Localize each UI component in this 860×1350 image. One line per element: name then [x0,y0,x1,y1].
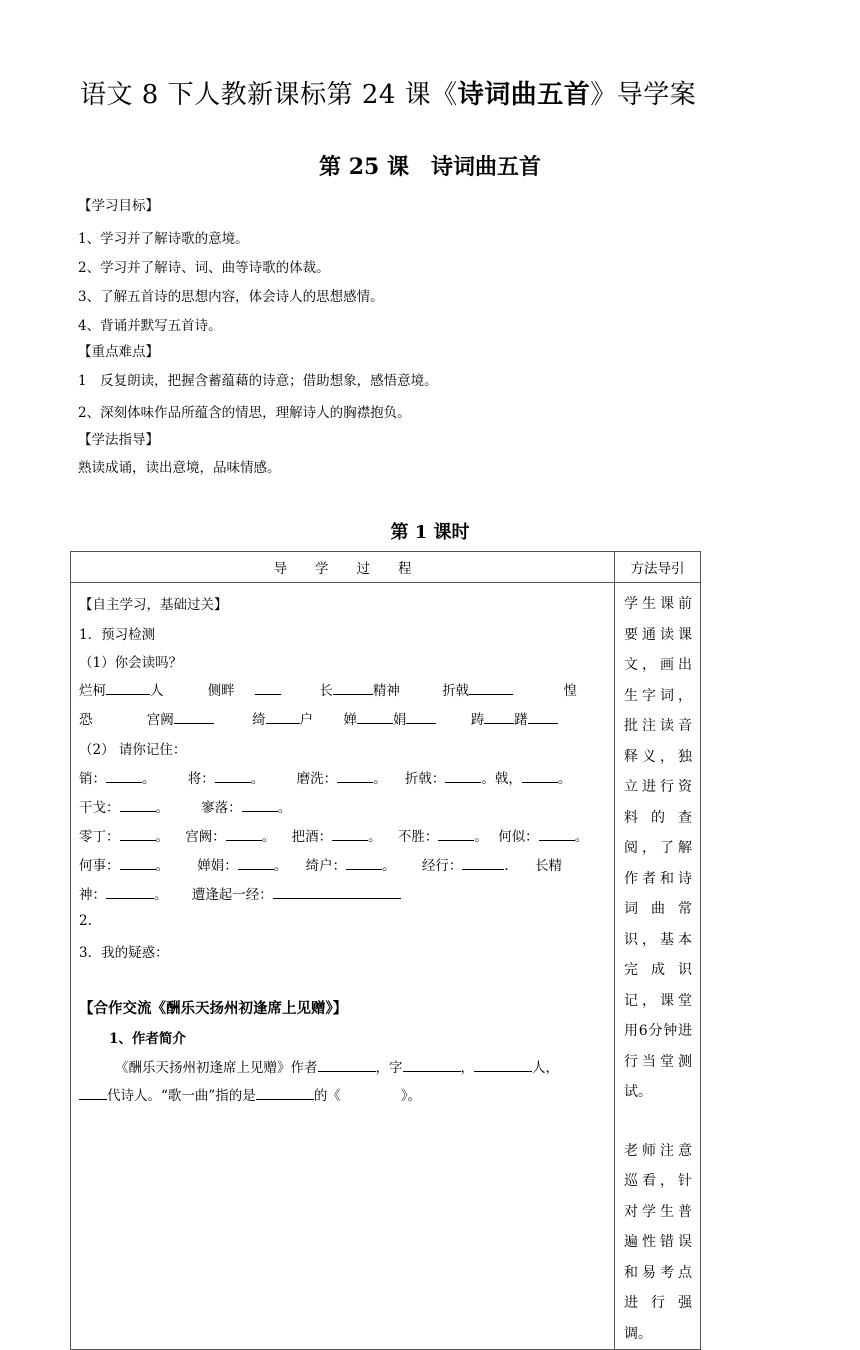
punct: 。 [142,771,156,787]
word: 踌 [470,712,485,728]
blank[interactable] [106,682,150,695]
term: 经行： [421,858,463,874]
punct: . [504,858,509,874]
punct: 。 [273,858,288,874]
document-title [80,74,696,111]
word: 长 [319,683,333,699]
blank[interactable] [79,1087,107,1100]
blank[interactable] [106,886,154,899]
objective-item: 2、学习并了解诗、词、曲等诗歌的体裁。 [78,260,330,276]
blank[interactable] [438,828,474,841]
punct: 。 [373,771,387,787]
term: 把酒： [291,829,333,845]
header-process: 导学过程 [71,552,615,583]
punct: 。 [261,829,276,845]
title-prefix: 语文 8 下人教新课标第 24 课《 [80,80,458,110]
blank[interactable] [403,1059,461,1072]
preview-label: 1．预习检测 [79,627,156,643]
blank[interactable] [462,857,504,870]
word: 娟 [392,712,407,728]
coop-heading: 【合作交流《酬乐天扬州初逢席上见赠》】 [79,1000,348,1017]
objective-item: 4、背诵并默写五首诗。 [78,318,222,334]
term: 绮户： [305,858,347,874]
word: 烂柯 [79,683,106,699]
method-cell [615,583,701,1350]
term: 干戈： [79,800,120,816]
word: 精神 [372,683,400,699]
term: 磨洗： [296,771,338,787]
memory-row4 [79,854,562,874]
text: 代诗人。“歌一曲”指的是 [107,1088,256,1104]
text: 》。 [400,1088,422,1104]
side-note-1: 学生课前要通读课文，画出生字词，批注读音释义，独立进行资料的查阅，了解作者和诗词曲常识，基本完成识记，课堂用6分钟进行当堂测试。 [624,596,692,1100]
blank[interactable] [226,828,262,841]
text: 的《 [313,1088,341,1104]
blank[interactable] [242,799,278,812]
word: 户 [299,712,314,728]
author-line1 [115,1056,559,1076]
method-heading: 【学法指导】 [78,432,159,448]
term: 宫阙： [185,829,226,845]
memory-row1 [79,767,571,787]
punct: 。戟， [481,771,522,787]
key-point-item: 1 反复朗读，把握含蓄蕴藉的诗意；借助想象，感悟意境。 [78,373,438,389]
memory-row5 [79,883,401,903]
blank[interactable] [528,711,558,724]
text: 《酬乐天扬州初逢席上见赠》作者 [115,1060,318,1076]
text: ， [460,1060,474,1076]
punct: 。 [155,829,169,845]
word: 宫阙 [146,712,174,728]
punct: 。 [382,858,396,874]
objective-item: 1、学习并了解诗歌的意境。 [78,231,249,247]
text: 人， [532,1060,559,1076]
blank[interactable] [318,1059,376,1072]
key-point-item: 2、深刻体味作品所蕴含的情思，理解诗人的胸襟抱负。 [78,405,411,421]
blank[interactable] [120,857,156,870]
memory-row3 [79,825,588,845]
punct: 。 [155,800,169,816]
punct: 。 [277,800,292,816]
blank[interactable] [106,770,142,783]
blank[interactable] [484,711,514,724]
blank[interactable] [469,682,513,695]
blank[interactable] [357,711,393,724]
author-line2 [79,1084,421,1104]
term: 婵娟： [197,858,238,874]
term: 销： [79,771,106,787]
blank[interactable] [346,857,382,870]
period-title: 第 1 课时 [390,522,470,543]
title-suffix: 》导学案 [590,80,697,110]
term: 长精 [534,858,562,874]
word: 折戟 [442,683,470,699]
term: 遭逢起一经： [191,887,273,903]
read-words-row1 [79,679,577,699]
blank[interactable] [120,799,156,812]
author-heading: 1、作者简介 [109,1031,186,1047]
word: 躇 [514,712,528,728]
objective-item: 3、了解五首诗的思想内容，体会诗人的思想感情。 [78,289,384,305]
read-words-row2 [79,708,558,728]
word: 人 [150,683,164,699]
word: 侧畔 [207,683,235,699]
process-cell [71,583,615,1350]
blank[interactable] [445,770,481,783]
title-bold: 诗词曲五首 [457,80,591,110]
blank[interactable] [174,711,214,724]
term: 何事： [79,858,120,874]
punct: 。 [574,829,589,845]
blank[interactable] [522,770,558,783]
term: 将： [187,771,215,787]
word: 惶 [563,683,577,699]
term: 不胜： [397,829,439,845]
q1-label: （1）你会读吗？ [79,655,183,671]
term: 何似： [498,829,539,845]
term: 寥落： [201,800,242,816]
text: ，字 [375,1060,403,1076]
self-study-heading: 【自主学习，基础过关】 [79,597,228,613]
blank[interactable] [474,1059,532,1072]
blank[interactable] [256,1087,314,1100]
side-note-2: 老师注意巡看，针对学生普遍性错误和易考点进行强调。 [624,1142,692,1342]
blank[interactable] [333,682,373,695]
word: 恐 [79,712,93,728]
blank[interactable] [215,770,251,783]
punct: 。 [155,858,169,874]
blank[interactable] [255,682,281,695]
blank[interactable] [266,711,300,724]
lesson-title: 第 25 课 诗词曲五首 [319,154,541,180]
blank[interactable] [238,857,274,870]
punct: 。 [474,829,488,845]
punct: 。 [557,771,572,787]
blank[interactable] [406,711,436,724]
blank[interactable] [273,886,401,899]
word: 绮 [252,712,266,728]
study-table [70,551,701,1350]
header-method: 方法导引 [615,552,701,583]
key-points-heading: 【重点难点】 [78,344,159,360]
blank[interactable] [539,828,575,841]
blank[interactable] [337,770,373,783]
term: 零丁： [79,829,120,845]
objectives-heading: 【学习目标】 [78,198,159,214]
blank[interactable] [332,828,368,841]
term: 折戟： [404,771,446,787]
q2-label: （2） 请你记住： [79,742,187,758]
method-text: 熟读成诵，读出意境，品味情感。 [78,460,281,476]
my-questions: 3．我的疑惑： [79,945,169,961]
punct: 。 [154,887,168,903]
memory-row2 [79,796,291,816]
item-2: 2. [79,913,92,929]
punct: 。 [250,771,265,787]
word: 婵 [343,712,357,728]
term: 神： [79,887,106,903]
blank[interactable] [120,828,156,841]
punct: 。 [368,829,382,845]
